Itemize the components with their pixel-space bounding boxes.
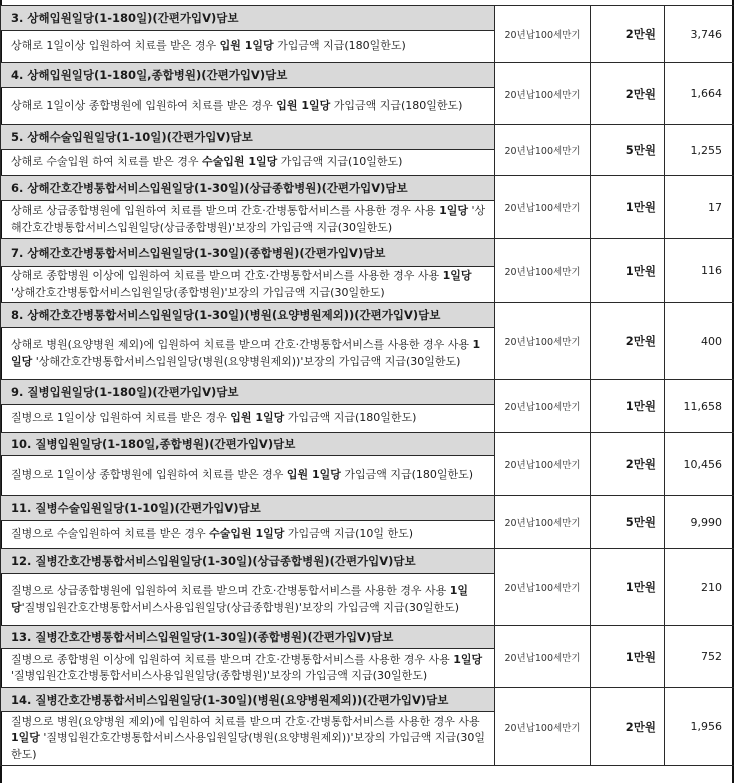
coverage-amount: 5만원: [591, 125, 665, 176]
coverage-description: [1, 574, 495, 626]
coverage-desc-emphasis: 입원 1일당: [286, 468, 341, 482]
coverage-premium: 1,255: [665, 125, 734, 176]
coverage-desc-text: '질병입원간호간병통합서비스사용입원일당(상급종합병원)'보장의 가입금액 지급(30일한도): [21, 600, 460, 614]
coverage-description: [1, 88, 495, 125]
coverage-premium: 210: [665, 549, 734, 626]
coverage-desc-text: 질병으로 상급종합병원에 입원하여 치료를 받으며 간호·간병통합서비스를 사용한 경우 사용: [11, 584, 450, 597]
coverage-period: 20년납100세만기: [495, 6, 591, 63]
coverage-title: 11. 질병수술입원일당(1-10일)(간편가입Ⅴ)담보: [1, 496, 495, 521]
coverage-desc-text: '상해간호간병통합서비스입원일당(상급종합병원)'보장의 가입금액 지급(30일한도): [11, 204, 486, 234]
coverage-table-body: [1, 6, 734, 766]
coverage-title-row: [1, 6, 734, 31]
coverage-amount: 2만원: [591, 688, 665, 766]
coverage-amount: 1만원: [591, 380, 665, 433]
coverage-description: [1, 712, 495, 766]
coverage-desc-emphasis: 입원 1일당: [276, 98, 331, 112]
coverage-amount: 1만원: [591, 239, 665, 303]
coverage-premium: 400: [665, 303, 734, 380]
coverage-amount: 2만원: [591, 63, 665, 125]
coverage-amount: 5만원: [591, 496, 665, 549]
coverage-title: 6. 상해간호간병통합서비스입원일당(1-30일)(상급종합병원)(간편가입Ⅴ)담보: [1, 176, 495, 201]
coverage-premium: 1,664: [665, 63, 734, 125]
coverage-period: 20년납100세만기: [495, 176, 591, 239]
coverage-premium: 11,658: [665, 380, 734, 433]
coverage-title: 4. 상해입원일당(1-180일,종합병원)(간편가입Ⅴ)담보: [1, 63, 495, 88]
coverage-desc-text: '질병입원간호간병통합서비스사용입원일당(병원(요양병원제외))'보장의 가입금액 지급(30일한도): [11, 731, 486, 761]
coverage-desc-text: 상해로 종합병원 이상에 입원하여 치료를 받으며 간호·간병통합서비스를 사용한 경우 사용: [11, 269, 443, 282]
coverage-period: 20년납100세만기: [495, 433, 591, 496]
coverage-desc-text: 상해로 1일이상 종합병원에 입원하여 치료를 받은 경우: [11, 98, 277, 112]
coverage-period: 20년납100세만기: [495, 380, 591, 433]
coverage-period: 20년납100세만기: [495, 626, 591, 688]
coverage-desc-text: 상해로 수술입원 하여 치료를 받은 경우: [11, 155, 202, 169]
coverage-title: 12. 질병간호간병통합서비스입원일당(1-30일)(상급종합병원)(간편가입Ⅴ)담보: [1, 549, 495, 574]
coverage-title: 7. 상해간호간병통합서비스입원일당(1-30일)(종합병원)(간편가입Ⅴ)담보: [1, 239, 495, 267]
coverage-title: 10. 질병입원일당(1-180일,종합병원)(간편가입Ⅴ)담보: [1, 433, 495, 456]
coverage-title: 9. 질병입원일당(1-180일)(간편가입Ⅴ)담보: [1, 380, 495, 405]
coverage-desc-text: 질병으로 1일이상 입원하여 치료를 받은 경우: [11, 411, 231, 425]
coverage-description: [1, 328, 495, 380]
coverage-desc-text: 상해로 병원(요양병원 제외)에 입원하여 치료를 받으며 간호·간병통합서비스를 사용한 경우 사용: [11, 338, 473, 351]
coverage-premium: 10,456: [665, 433, 734, 496]
coverage-description: [1, 201, 495, 239]
coverage-title-row: [1, 176, 734, 201]
coverage-desc-emphasis: 1일당: [439, 204, 469, 217]
coverage-title-row: [1, 63, 734, 88]
coverage-desc-emphasis: 입원 1일당: [230, 411, 285, 425]
coverage-title-row: [1, 239, 734, 267]
coverage-period: 20년납100세만기: [495, 688, 591, 766]
coverage-premium: 17: [665, 176, 734, 239]
coverage-desc-text: 가입금액 지급(10일 한도): [284, 527, 414, 541]
coverage-title-row: [1, 125, 734, 150]
coverage-desc-emphasis: 1일당: [442, 269, 472, 282]
coverage-desc-text: '상해간호간병통합서비스입원일당(종합병원)'보장의 가입금액 지급(30일한도): [11, 285, 385, 299]
coverage-desc-text: 가입금액 지급(180일한도): [340, 468, 474, 482]
coverage-title: 13. 질병간호간병통합서비스입원일당(1-30일)(종합병원)(간편가입Ⅴ)담보: [1, 626, 495, 649]
coverage-period: 20년납100세만기: [495, 549, 591, 626]
coverage-amount: 1만원: [591, 176, 665, 239]
coverage-desc-emphasis: 1일당: [11, 338, 481, 368]
coverage-amount: 2만원: [591, 6, 665, 63]
coverage-premium: 9,990: [665, 496, 734, 549]
coverage-title-row: [1, 688, 734, 712]
coverage-description: [1, 150, 495, 176]
coverage-desc-text: '질병입원간호간병통합서비스사용입원일당(종합병원)'보장의 가입금액 지급(30일한도): [11, 669, 428, 682]
coverage-desc-text: 질병으로 종합병원 이상에 입원하여 치료를 받으며 간호·간병통합서비스를 사용한 경우 사용: [11, 652, 454, 666]
coverage-title-row: [1, 303, 734, 328]
coverage-desc-text: 질병으로 1일이상 종합병원에 입원하여 치료를 받은 경우: [11, 468, 287, 482]
coverage-period: 20년납100세만기: [495, 496, 591, 549]
coverage-amount: 2만원: [591, 433, 665, 496]
coverage-premium: 3,746: [665, 6, 734, 63]
coverage-desc-emphasis: 입원 1일당: [219, 39, 274, 53]
coverage-description: [1, 521, 495, 549]
coverage-period: 20년납100세만기: [495, 125, 591, 176]
coverage-desc-text: 가입금액 지급(180일한도): [273, 39, 406, 53]
coverage-desc-text: 상해로 상급종합병원에 입원하여 치료를 받으며 간호·간병통합서비스를 사용한 경우 사용: [11, 204, 440, 217]
coverage-title: 8. 상해간호간병통합서비스입원일당(1-30일)(병원(요양병원제외))(간편가입Ⅴ)담보: [1, 303, 495, 328]
coverage-amount: 2만원: [591, 303, 665, 380]
coverage-premium: 116: [665, 239, 734, 303]
coverage-premium: 1,956: [665, 688, 734, 766]
coverage-desc-emphasis: 1일당: [11, 731, 40, 745]
coverage-desc-text: '상해간호간병통합서비스입원일당(병원(요양병원제외))'보장의 가입금액 지급(30일한도): [32, 354, 461, 368]
coverage-desc-emphasis: 1일당: [11, 584, 469, 614]
coverage-description: [1, 267, 495, 303]
coverage-desc-text: 가입금액 지급(180일한도): [284, 411, 417, 425]
coverage-desc-emphasis: 1일당: [453, 652, 483, 666]
coverage-table: [0, 5, 734, 766]
coverage-description: [1, 649, 495, 688]
coverage-desc-text: 상해로 1일이상 입원하여 치료를 받은 경우: [11, 39, 220, 53]
coverage-title-row: [1, 380, 734, 405]
coverage-period: 20년납100세만기: [495, 303, 591, 380]
coverage-period: 20년납100세만기: [495, 239, 591, 303]
coverage-amount: 1만원: [591, 626, 665, 688]
coverage-description: [1, 456, 495, 496]
coverage-desc-text: 가입금액 지급(10일한도): [277, 155, 403, 169]
coverage-title-row: [1, 496, 734, 521]
coverage-title: 5. 상해수술입원일당(1-10일)(간편가입Ⅴ)담보: [1, 125, 495, 150]
coverage-desc-emphasis: 수술입원 1일당: [209, 527, 285, 541]
coverage-title-row: [1, 433, 734, 456]
coverage-desc-emphasis: 수술입원 1일당: [202, 155, 278, 169]
coverage-premium: 752: [665, 626, 734, 688]
coverage-title-row: [1, 626, 734, 649]
coverage-period: 20년납100세만기: [495, 63, 591, 125]
coverage-desc-text: 질병으로 수술입원하여 치료를 받은 경우: [11, 527, 210, 541]
coverage-amount: 1만원: [591, 549, 665, 626]
coverage-description: [1, 31, 495, 63]
coverage-title: 14. 질병간호간병통합서비스입원일당(1-30일)(병원(요양병원제외))(간편가입Ⅴ)담보: [1, 688, 495, 712]
coverage-description: [1, 405, 495, 433]
coverage-title-row: [1, 549, 734, 574]
coverage-desc-text: 질병으로 병원(요양병원 제외)에 입원하여 치료를 받으며 간호·간병통합서비스를 사용한 경우 사용: [11, 714, 480, 728]
coverage-desc-text: 가입금액 지급(180일한도): [330, 98, 463, 112]
coverage-title: 3. 상해입원일당(1-180일)(간편가입Ⅴ)담보: [1, 6, 495, 31]
